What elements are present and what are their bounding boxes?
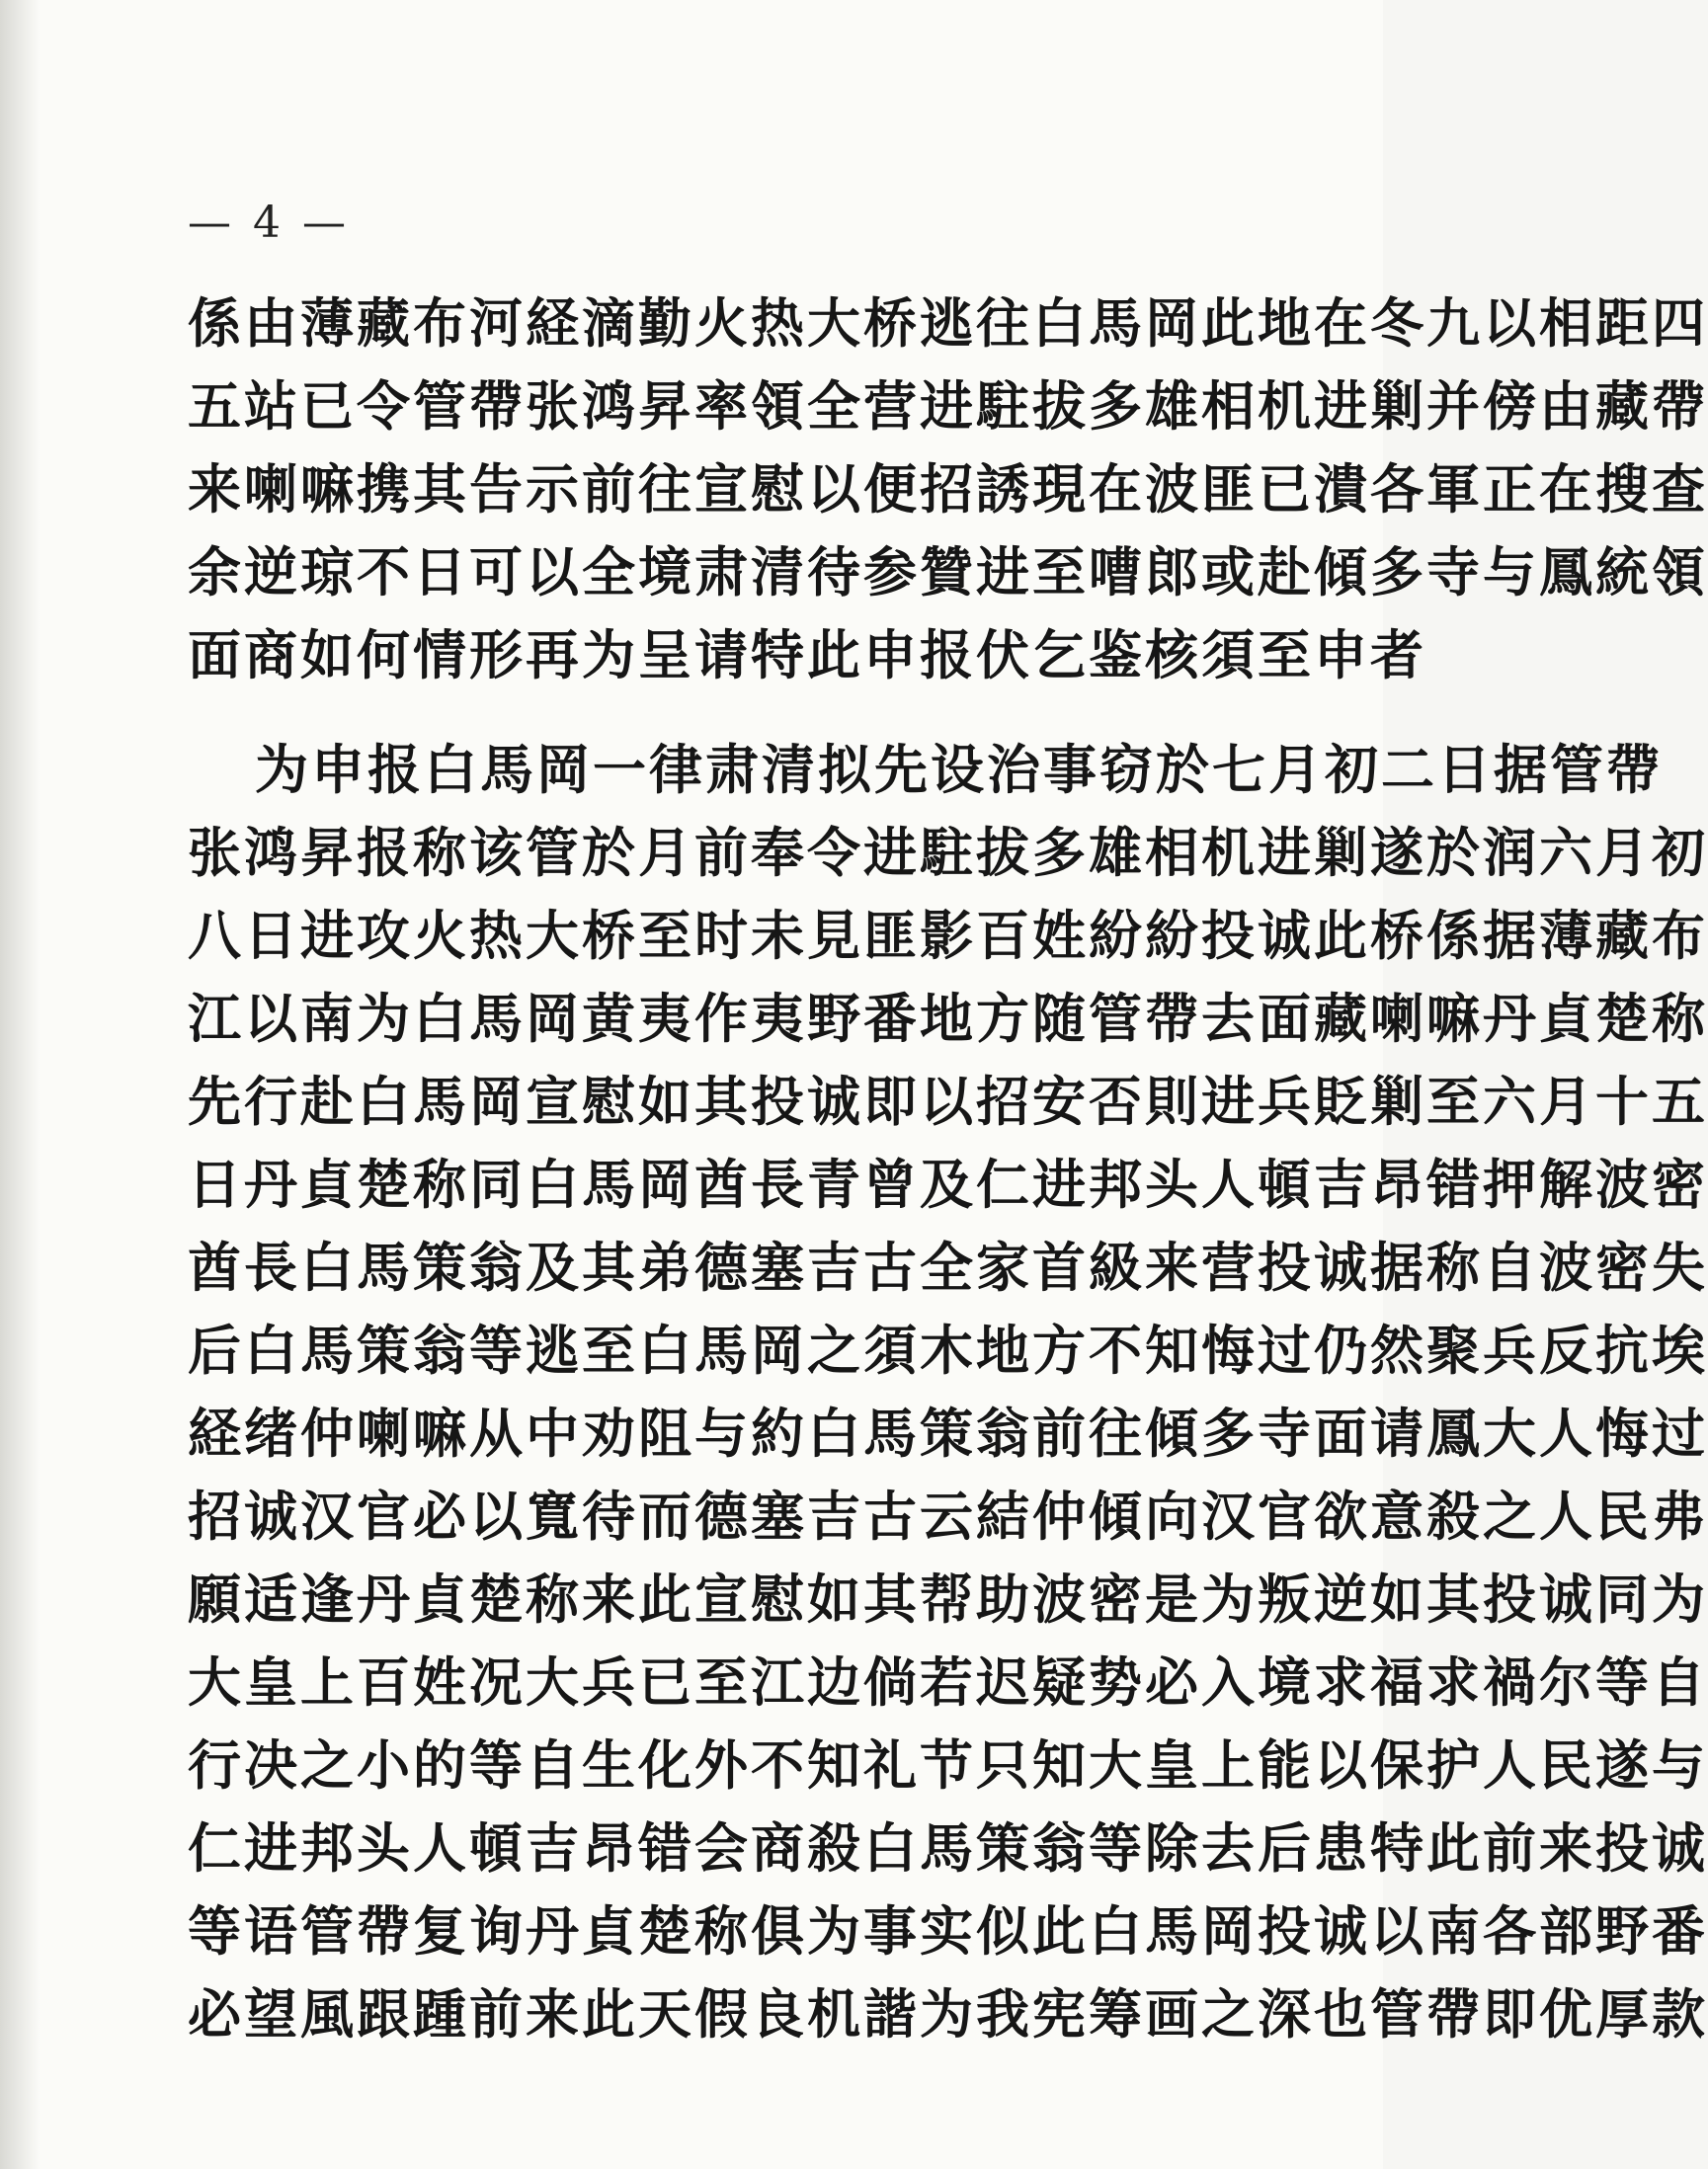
text-line: 酋長白馬策翁及其弟德塞吉古全家首級来营投诚据称自波密失 <box>188 1236 1708 1299</box>
text-line: 来喇嘛携其告示前往宣慰以便招誘現在波匪已潰各軍正在搜查 <box>188 457 1708 521</box>
text-line: 余逆琼不日可以全境肃清待参贊进至嘈郎或赴傾多寺与鳳統領 <box>188 540 1708 603</box>
text-line: 五站已令管帶张鸿昇率領全营进駐拔多雄相机进剿并傍由藏帶 <box>188 374 1708 438</box>
text-line: 后白馬策翁等逃至白馬岡之須木地方不知悔过仍然聚兵反抗埃 <box>188 1319 1708 1382</box>
text-line: 必望風跟踵前来此天假良机諧为我宪筹画之深也管帶即优厚款 <box>188 1982 1708 2046</box>
text-line: 张鸿昇报称该管於月前奉令进駐拔多雄相机进剿遂於润六月初 <box>188 821 1708 884</box>
document-body <box>188 281 1708 2055</box>
text-line: 江以南为白馬岡黄夷作夷野番地方随管帶去面藏喇嘛丹貞楚称 <box>188 987 1708 1050</box>
paragraph-2 <box>188 728 1708 2055</box>
text-line: 先行赴白馬岡宣慰如其投诚即以招安否則进兵貶剿至六月十五 <box>188 1070 1708 1133</box>
text-line: 为申报白馬岡一律肃清拟先设治事窃於七月初二日据管帶 <box>255 738 1663 801</box>
text-line: 招诚汉官必以寬待而德塞吉古云結仲傾向汉官欲意殺之人民弗 <box>188 1485 1708 1548</box>
page-number: — 4 — <box>188 198 350 248</box>
text-line: 面商如何情形再为呈请特此申报伏乞鉴核須至申者 <box>188 623 1426 686</box>
text-line: 八日进攻火热大桥至时未見匪影百姓紛紛投诚此桥係据薄藏布 <box>188 904 1708 967</box>
text-line: 等语管帶复询丹貞楚称俱为事实似此白馬岡投诚以南各部野番 <box>188 1899 1708 1963</box>
text-line: 大皇上百姓况大兵已至江边倘若迟疑势必入境求福求禍尔等自 <box>188 1650 1708 1714</box>
text-line: 行决之小的等自生化外不知礼节只知大皇上能以保护人民遂与 <box>188 1733 1708 1797</box>
paragraph-1 <box>188 281 1708 728</box>
text-line: 日丹貞楚称同白馬岡酋長青曾及仁进邦头人頓吉昂错押解波密 <box>188 1153 1708 1216</box>
scan-edge-shadow <box>0 0 40 2169</box>
text-line: 仁进邦头人頓吉昂错会商殺白馬策翁等除去后患特此前来投诚 <box>188 1816 1708 1880</box>
text-line: 経绪仲喇嘛从中劝阻与約白馬策翁前往傾多寺面请鳳大人悔过 <box>188 1402 1708 1465</box>
text-line: 願适逢丹貞楚称来此宣慰如其帮助波密是为叛逆如其投诚同为 <box>188 1567 1708 1631</box>
text-line: 係由薄藏布河経滴勤火热大桥逃往白馬岡此地在冬九以相距四 <box>188 291 1708 355</box>
